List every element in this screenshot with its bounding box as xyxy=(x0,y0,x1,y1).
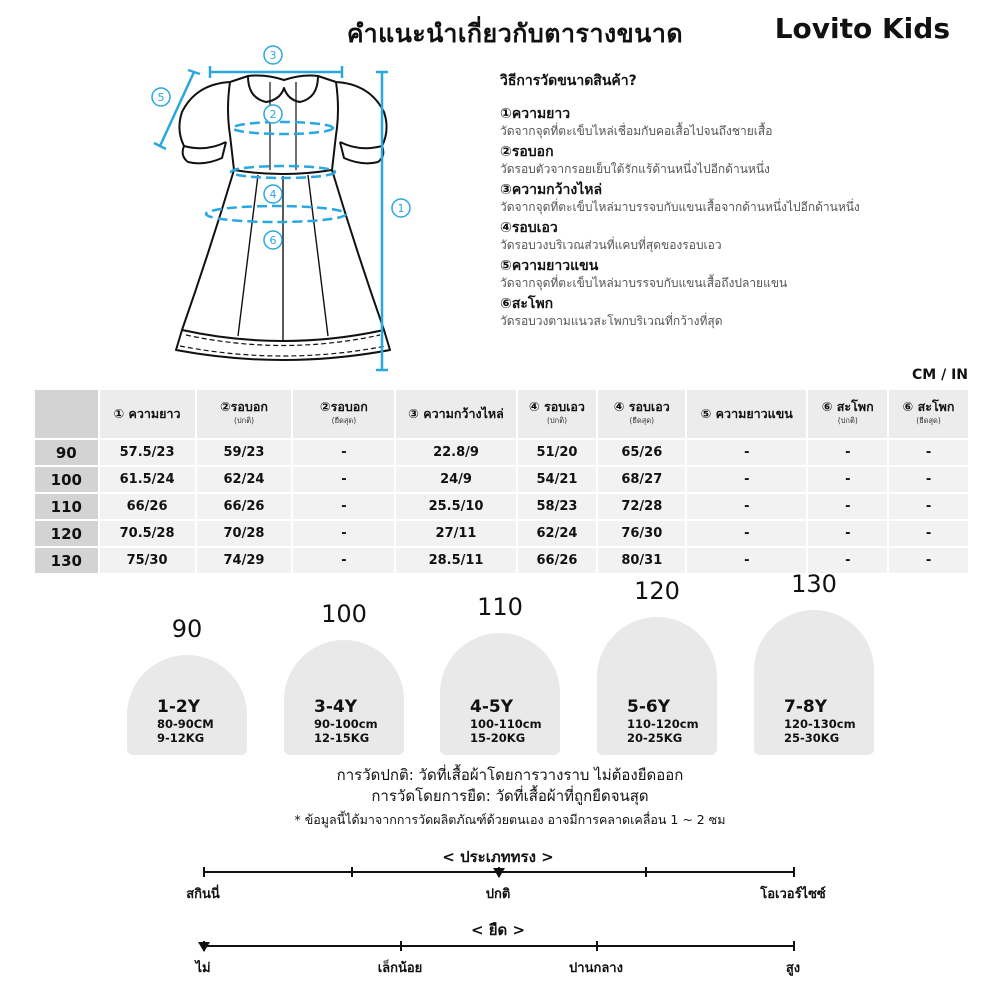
column-header-sub: (ปกติ) xyxy=(837,416,858,425)
column-header-label: ⑤ ความยาวแขน xyxy=(700,406,793,421)
scale-tick xyxy=(793,941,795,951)
instructions-heading: วิธีการวัดขนาดสินค้า? xyxy=(500,73,637,89)
label-shoulder: 3 xyxy=(269,49,277,62)
size-label: 90 xyxy=(35,440,98,465)
brand-logo: Lovito Kids xyxy=(774,12,950,45)
instruction-desc: วัดจากจุดที่ตะเข็บไหล่มาบรรจบกับแขนเสื้อจากด้านหนึ่งไปอีกด้านหนึ่ง xyxy=(500,200,860,214)
table-cell: - xyxy=(687,467,806,492)
table-cell: - xyxy=(889,494,968,519)
table-cell: - xyxy=(293,494,394,519)
table-cell: - xyxy=(889,440,968,465)
note-stretched: การวัดโดยการยืด: วัดที่เสื้อผ้าที่ถูกยืดจนสุด xyxy=(371,787,649,805)
instruction-item xyxy=(500,296,960,330)
column-header xyxy=(396,390,515,438)
table-cell: - xyxy=(808,494,887,519)
table-cell: 66/26 xyxy=(100,494,195,519)
scale-marker xyxy=(493,868,505,878)
measurement-notes xyxy=(0,765,1000,807)
size-label: 100 xyxy=(35,467,98,492)
measurement-instructions xyxy=(500,70,960,334)
table-cell: - xyxy=(293,521,394,546)
instruction-title: ③ความกว้างไหล่ xyxy=(500,182,603,198)
instruction-item xyxy=(500,182,960,216)
age-card-weight: 12-15KG xyxy=(314,731,370,745)
scale-tick xyxy=(400,941,402,951)
note-normal: การวัดปกติ: วัดที่เสื้อผ้าโดยการวางราบ ไม่ต้องยืดออก xyxy=(336,766,684,784)
table-cell: 66/26 xyxy=(518,548,597,573)
scale-label: ไม่ xyxy=(195,961,211,976)
instruction-title: ①ความยาว xyxy=(500,106,571,122)
instruction-item xyxy=(500,220,960,254)
column-header-sub: (ยืดสุด) xyxy=(331,416,357,425)
label-length: 1 xyxy=(397,202,405,215)
table-row xyxy=(35,440,968,465)
table-cell: 70.5/28 xyxy=(100,521,195,546)
instruction-title: ②รอบอก xyxy=(500,144,554,160)
scale-label: ปกติ xyxy=(485,887,511,902)
table-cell: 76/30 xyxy=(598,521,685,546)
scale-label: สกินนี่ xyxy=(186,887,220,902)
table-cell: 51/20 xyxy=(518,440,597,465)
table-cell: 62/24 xyxy=(197,467,292,492)
age-card-size: 130 xyxy=(791,570,837,598)
column-header-sub: (ปกติ) xyxy=(546,416,567,425)
column-header xyxy=(197,390,292,438)
column-header-label: ④ รอบเอว xyxy=(529,399,585,414)
table-corner xyxy=(35,390,98,438)
instruction-title: ④รอบเอว xyxy=(500,220,558,236)
column-header xyxy=(518,390,597,438)
size-label: 130 xyxy=(35,548,98,573)
table-cell: 74/29 xyxy=(197,548,292,573)
table-cell: - xyxy=(687,494,806,519)
table-cell: - xyxy=(293,440,394,465)
age-card-age: 7-8Y xyxy=(784,697,828,717)
column-header-label: ⑥ สะโพก xyxy=(902,399,955,414)
table-cell: - xyxy=(889,467,968,492)
table-cell: - xyxy=(687,440,806,465)
table-cell: - xyxy=(687,548,806,573)
age-card-weight: 15-20KG xyxy=(470,731,526,745)
table-cell: 80/31 xyxy=(598,548,685,573)
column-header-sub: (ปกติ) xyxy=(233,416,254,425)
table-cell: - xyxy=(889,548,968,573)
table-cell: 72/28 xyxy=(598,494,685,519)
column-header xyxy=(889,390,968,438)
instruction-desc: วัดจากจุดที่ตะเข็บไหล่เชื่อมกับคอเสื้อไปจนถึงชายเสื้อ xyxy=(500,124,773,138)
scale-line xyxy=(203,945,795,947)
scale-label: สูง xyxy=(785,961,801,976)
table-row xyxy=(35,521,968,546)
scale-tick xyxy=(645,867,647,877)
page-title: คำแนะนำเกี่ยวกับตารางขนาด xyxy=(346,19,684,48)
instruction-desc: วัดรอบวงบริเวณส่วนที่แคบที่สุดของรอบเอว xyxy=(500,238,722,252)
table-cell: 54/21 xyxy=(518,467,597,492)
age-card-age: 5-6Y xyxy=(627,697,671,717)
age-card-size: 90 xyxy=(171,615,203,643)
table-cell: 57.5/23 xyxy=(100,440,195,465)
age-card-size: 100 xyxy=(321,600,367,628)
age-card-size: 110 xyxy=(477,593,523,621)
dress-diagram xyxy=(140,42,430,378)
age-card xyxy=(127,615,247,755)
instruction-item xyxy=(500,106,960,140)
scale-label: ปานกลาง xyxy=(569,961,623,976)
column-header-label: ⑥ สะโพก xyxy=(821,399,874,414)
instruction-desc: วัดจากจุดที่ตะเข็บไหล่มาบรรจบกับแขนเสื้อถึงปลายแขน xyxy=(500,276,788,290)
scale-tick xyxy=(351,867,353,877)
table-cell: 68/27 xyxy=(598,467,685,492)
table-cell: 75/30 xyxy=(100,548,195,573)
column-header xyxy=(687,390,806,438)
table-cell: - xyxy=(687,521,806,546)
table-cell: - xyxy=(808,440,887,465)
fit-scale-title: < ประเภททรง > xyxy=(442,848,554,866)
column-header xyxy=(808,390,887,438)
table-cell: 61.5/24 xyxy=(100,467,195,492)
scale-label: โอเวอร์ไซซ์ xyxy=(760,887,826,902)
table-cell: 22.8/9 xyxy=(396,440,515,465)
unit-label: CM / IN xyxy=(912,367,968,383)
age-card-weight: 20-25KG xyxy=(627,731,683,745)
age-card-height: 100-110cm xyxy=(470,717,542,731)
scale-tick xyxy=(203,867,205,877)
instruction-title: ⑤ความยาวแขน xyxy=(500,258,599,274)
label-bust: 2 xyxy=(269,108,277,121)
table-row xyxy=(35,494,968,519)
table-cell: 27/11 xyxy=(396,521,515,546)
table-cell: 59/23 xyxy=(197,440,292,465)
column-header-label: ③ ความกว้างไหล่ xyxy=(408,406,504,421)
table-cell: - xyxy=(808,521,887,546)
column-header-label: ②รอบอก xyxy=(220,399,268,414)
age-card-age: 4-5Y xyxy=(470,697,514,717)
column-header-label: ②รอบอก xyxy=(320,399,368,414)
label-hip: 6 xyxy=(269,234,277,247)
label-sleeve: 5 xyxy=(157,91,165,104)
table-cell: 70/28 xyxy=(197,521,292,546)
table-cell: - xyxy=(808,467,887,492)
column-header xyxy=(100,390,195,438)
table-cell: 24/9 xyxy=(396,467,515,492)
instruction-desc: วัดรอบวงตามแนวสะโพกบริเวณที่กว้างที่สุด xyxy=(500,314,723,328)
column-header-label: ④ รอบเอว xyxy=(613,399,670,414)
instruction-title: ⑥สะโพก xyxy=(500,296,554,312)
age-card-age: 3-4Y xyxy=(314,697,358,717)
column-header-sub: (ยืดสุด) xyxy=(629,416,655,425)
table-row xyxy=(35,467,968,492)
age-card-weight: 9-12KG xyxy=(157,731,205,745)
table-cell: 25.5/10 xyxy=(396,494,515,519)
table-cell: 62/24 xyxy=(518,521,597,546)
scale-tick xyxy=(596,941,598,951)
column-header xyxy=(293,390,394,438)
table-cell: 28.5/11 xyxy=(396,548,515,573)
table-cell: - xyxy=(293,467,394,492)
table-cell: - xyxy=(808,548,887,573)
column-header-label: ① ความยาว xyxy=(113,406,181,421)
age-card xyxy=(440,593,560,755)
age-card xyxy=(284,600,404,755)
column-header xyxy=(598,390,685,438)
age-card xyxy=(597,577,717,755)
instruction-item xyxy=(500,144,960,178)
instruction-desc: วัดรอบตัวจากรอยเย็บใต้รักแร้ด้านหนึ่งไปอีกด้านหนึ่ง xyxy=(500,162,770,176)
table-cell: 66/26 xyxy=(197,494,292,519)
column-header-sub: (ยืดสุด) xyxy=(916,416,941,425)
size-label: 110 xyxy=(35,494,98,519)
size-table xyxy=(33,388,970,575)
age-card-height: 110-120cm xyxy=(627,717,699,731)
table-cell: - xyxy=(889,521,968,546)
size-label: 120 xyxy=(35,521,98,546)
age-card-weight: 25-30KG xyxy=(784,731,840,745)
table-cell: 65/26 xyxy=(598,440,685,465)
scale-tick xyxy=(793,867,795,877)
table-cell: - xyxy=(293,548,394,573)
age-card-height: 120-130cm xyxy=(784,717,856,731)
scale-label: เล็กน้อย xyxy=(377,961,423,976)
age-card-size: 120 xyxy=(634,577,680,605)
scale-marker xyxy=(198,942,210,952)
age-card-height: 80-90CM xyxy=(157,717,214,731)
age-card-age: 1-2Y xyxy=(157,697,201,717)
note-disclaimer: * ข้อมูลนี้ได้มาจากการวัดผลิตภัณฑ์ด้วยตนเอง อาจมีการคลาดเคลื่อน 1 ~ 2 ซม xyxy=(294,812,726,827)
instruction-item xyxy=(500,258,960,292)
table-cell: 58/23 xyxy=(518,494,597,519)
stretch-scale-title: < ยืด > xyxy=(470,921,526,939)
age-card-height: 90-100cm xyxy=(314,717,378,731)
label-waist: 4 xyxy=(269,188,277,201)
age-card xyxy=(754,570,874,755)
